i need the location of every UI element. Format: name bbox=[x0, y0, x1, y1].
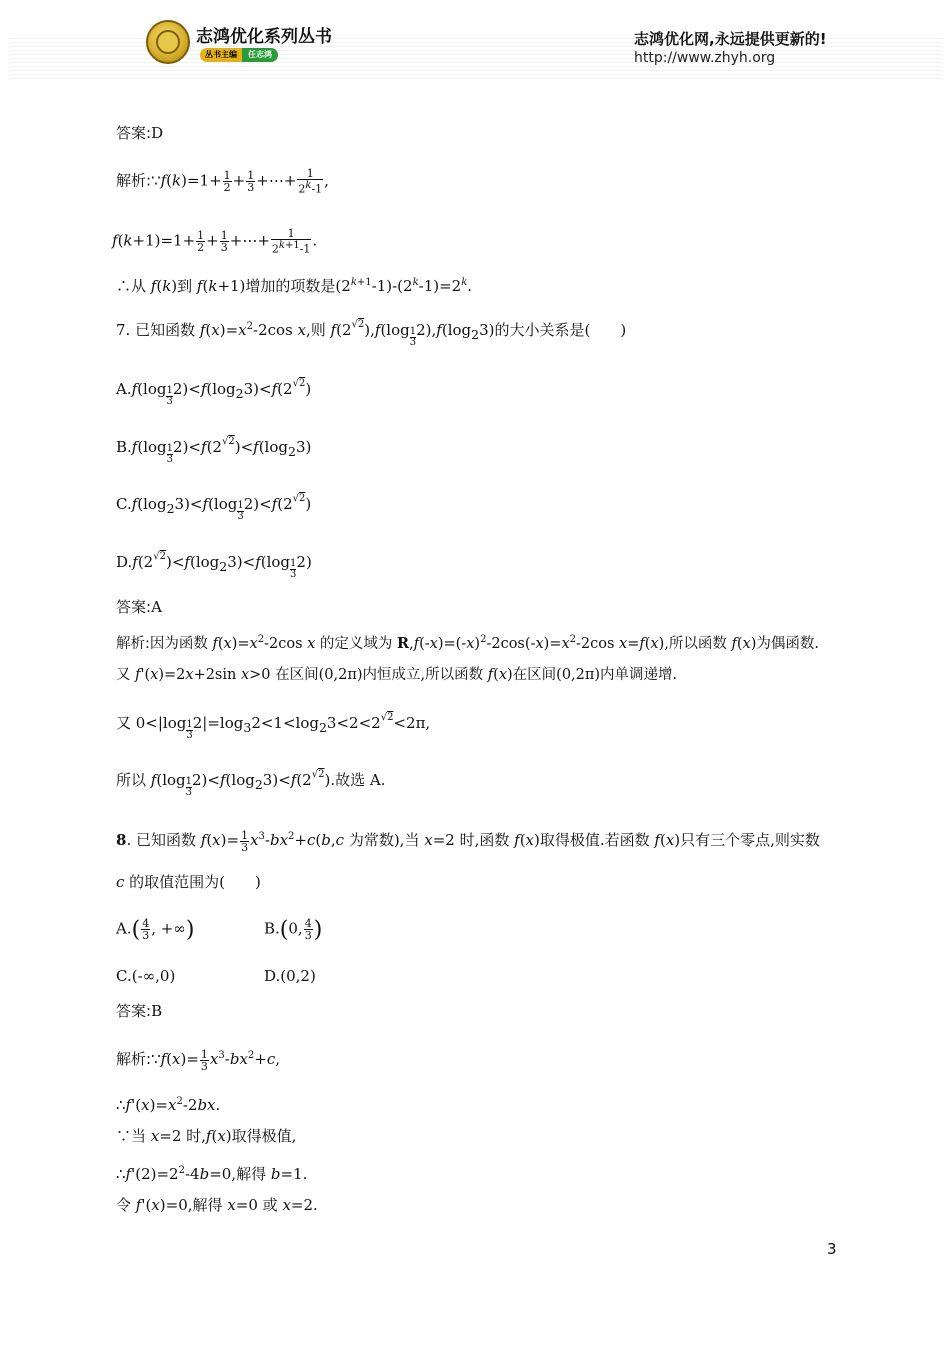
q8-analysis-5: 令 f'(x)=0,解得 x=0 或 x=2. bbox=[116, 1196, 318, 1214]
q8-answer: 答案:B bbox=[116, 1002, 163, 1020]
series-title: 志鸿优化系列丛书 bbox=[196, 27, 332, 47]
q8-stem-1: 8. 已知函数 f(x)= $\frac{1}{3}$ $x^3-bx^2+c(b,c$ 为常数),当 x=2 时,函数 f(x)取得极值.若函数 f(x)只有三个零点,则实数 bbox=[116, 828, 820, 854]
q6-analysis-1: 解析:∵f(k)=1+ $\frac{1}{2}$ + $\frac{1}{3}$ +⋯+ $\frac{1}{2^k-1}$ , bbox=[116, 167, 329, 196]
editor-badge bbox=[200, 48, 278, 62]
q7-option-c[interactable]: $C.f(\log_23)<f(\log$ $\frac{1}{3}2)<f(2^{√2})$ bbox=[116, 493, 312, 522]
badge-label: 丛书主编 bbox=[200, 48, 242, 62]
page-number: 3 bbox=[827, 1240, 837, 1258]
q8-analysis-3: ∵当 x=2 时,f(x)取得极值, bbox=[116, 1127, 297, 1145]
q8-analysis-2: $\therefore f'(x)=x^2-2bx$. bbox=[116, 1096, 221, 1114]
q7-analysis-2: 又 f'(x)=2x+2sin x>0 在区间(0,2π)内恒成立,所以函数 f(x)在区间(0,2π)内单调递增. bbox=[116, 667, 678, 683]
q7-option-a[interactable]: A.f(log $\frac{1}{3}2)<f(\log_23)<f(2^{√2})$ bbox=[116, 378, 312, 407]
q7-analysis-1: 解析:因为函数 $f(x)=x^2-2\cos$ x 的定义域为 $R,f(-x)=(-x)^2-2\cos(-x)=x^2-2\cos$ x=f(x),所以函数 f(x)为偶函数. bbox=[116, 634, 819, 652]
q6-analysis-2: f(k+1)=1+ $\frac{1}{2}$ + $\frac{1}{3}$ +⋯+ $\frac{1}{2^{k+1}-1}$ . bbox=[112, 227, 318, 256]
publisher-logo-icon bbox=[146, 20, 190, 64]
badge-name: 任志鸿 bbox=[242, 48, 278, 62]
q8-option-c[interactable]: C.(-∞,0) bbox=[116, 967, 176, 985]
q6-answer: 答案:D bbox=[116, 124, 164, 142]
q7-analysis-3: 又 0<|log $\frac{1}{3}2|=\log_32<1<\log_23<2<2^{√2}<2\pi$, bbox=[116, 712, 431, 741]
q7-option-d[interactable]: $D.f(2^{√2})<f(\log_23)<f(\log$ $\frac{1}{3}2$) bbox=[116, 551, 312, 580]
q8-option-b[interactable]: B.(0, $\frac{4}{3}$ ) bbox=[264, 917, 323, 943]
header-slogan: 志鸿优化网,永远提供更新的! bbox=[634, 30, 827, 48]
q8-option-d[interactable]: D.(0,2) bbox=[264, 967, 316, 985]
q6-analysis-3: ∴从 f(k)到 f(k+1)增加的项数是$(2^{k+1}-1)-(2^k-1)=2^k$. bbox=[116, 277, 473, 295]
q8-option-a[interactable]: A.( $\frac{4}{3}$ , +∞) bbox=[116, 917, 195, 943]
q7-analysis-4: 所以 f(log $\frac{1}{3}2)<f(\log_23)<f(2^{√2})$.故选 A. bbox=[116, 769, 386, 798]
q8-stem-2: c 的取值范围为( ) bbox=[116, 873, 261, 891]
header-url[interactable]: http://www.zhyh.org bbox=[634, 50, 776, 66]
q8-analysis-4: $\therefore f'(2)=2^2-4b=0$,解得 b=1. bbox=[116, 1165, 308, 1183]
q7-stem: 7. 已知函数 $f(x)=x^2-2\cos$ x,则 $f(2^{√2}),f(\log$ $\frac{1}{3}2),f(\log_23)$的大小关系是( ) bbox=[116, 319, 627, 348]
page-header bbox=[0, 0, 952, 80]
q7-option-b[interactable]: B.f(log $\frac{1}{3}2)<f(2^{√2})<f(\log_23)$ bbox=[116, 436, 312, 465]
q8-analysis-1: 解析:∵f(x)= $\frac{1}{3}$ $x^3-bx^2+c$, bbox=[116, 1047, 281, 1073]
q7-answer: 答案:A bbox=[116, 598, 162, 616]
